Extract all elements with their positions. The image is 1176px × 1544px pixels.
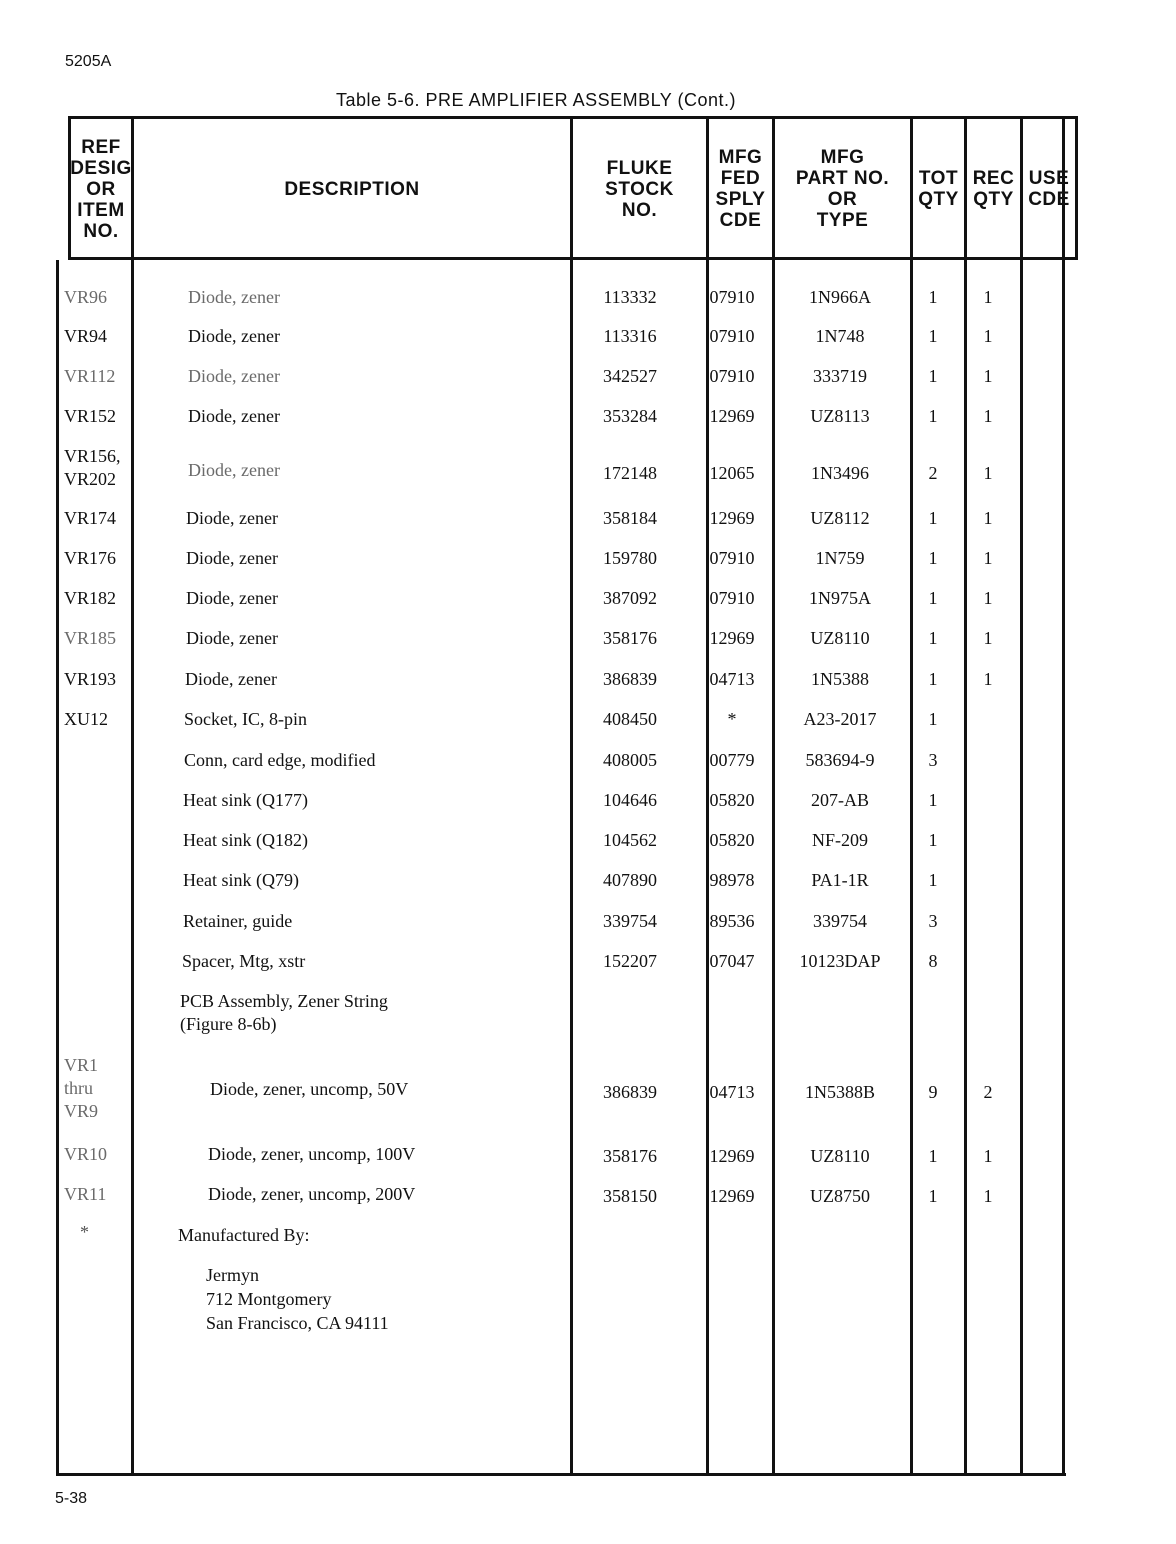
rec-qty-cell: 1 <box>983 366 993 386</box>
table-row <box>56 587 1078 627</box>
ref-cell: VR152 <box>64 406 117 426</box>
ref-cell: VR96 <box>64 287 108 307</box>
fed-code-cell: 07910 <box>709 588 755 608</box>
description-cell: Diode, zener <box>188 406 280 426</box>
tot-qty-cell: 1 <box>928 830 938 850</box>
stock-cell: 358150 <box>603 1186 657 1206</box>
tot-qty-cell: 1 <box>928 588 938 608</box>
rec-qty-cell: 1 <box>983 669 993 689</box>
manufacturer-name: Jermyn <box>206 1265 259 1285</box>
manufacturer-heading: Manufactured By: <box>178 1225 310 1245</box>
stock-cell: 152207 <box>603 951 657 971</box>
header-description: DESCRIPTION <box>284 178 420 200</box>
part-cell: 10123DAP <box>799 951 881 971</box>
ref-cell: VR185 <box>64 628 117 648</box>
manufacturer-city: San Francisco, CA 94111 <box>206 1313 389 1333</box>
tot-qty-cell: 1 <box>928 287 938 307</box>
ref-cell: VR1 thru VR9 <box>64 1055 99 1121</box>
stock-cell: 104646 <box>603 790 657 810</box>
header-part: MFG PART NO. OR TYPE <box>795 147 890 231</box>
part-cell: 207-AB <box>811 790 869 810</box>
header-divider <box>70 257 1078 260</box>
fed-code-cell: 07910 <box>709 366 755 386</box>
description-cell: Conn, card edge, modified <box>184 750 376 770</box>
part-cell: UZ8113 <box>810 406 870 426</box>
description-cell: Diode, zener <box>186 548 278 568</box>
document-id: 5205A <box>65 53 112 70</box>
stock-cell: 342527 <box>603 366 657 386</box>
stock-cell: 387092 <box>603 588 657 608</box>
fed-code-cell: 00779 <box>709 750 755 770</box>
rec-qty-cell: 1 <box>983 628 993 648</box>
ref-cell: VR10 <box>64 1144 108 1164</box>
parts-table <box>56 116 1078 1478</box>
table-row <box>56 445 1078 505</box>
table-row <box>56 749 1078 789</box>
ref-cell: VR174 <box>64 508 117 528</box>
stock-cell: 408450 <box>603 709 657 729</box>
description-cell: Heat sink (Q79) <box>183 870 299 890</box>
table-row <box>56 405 1078 445</box>
fed-code-cell: 04713 <box>709 1082 755 1102</box>
header-stock: FLUKE STOCK NO. <box>605 157 674 221</box>
table-border-top <box>70 116 1078 119</box>
stock-cell: 407890 <box>603 870 657 890</box>
tot-qty-cell: 3 <box>928 750 938 770</box>
tot-qty-cell: 1 <box>928 628 938 648</box>
table-border-bottom <box>56 1473 1066 1476</box>
manufacturer-street: 712 Montgomery <box>206 1289 332 1309</box>
part-cell: PA1-1R <box>811 870 869 890</box>
description-cell: Diode, zener <box>188 366 280 386</box>
ref-cell: VR182 <box>64 588 117 608</box>
tot-qty-cell: 1 <box>928 366 938 386</box>
stock-cell: 358176 <box>603 628 657 648</box>
part-cell: A23-2017 <box>803 709 877 729</box>
tot-qty-cell: 1 <box>928 406 938 426</box>
stock-cell: 339754 <box>603 911 657 931</box>
fed-code-cell: 07910 <box>709 287 755 307</box>
rec-qty-cell: 1 <box>983 463 993 483</box>
rec-qty-cell: 1 <box>983 548 993 568</box>
table-row <box>56 1054 1078 1126</box>
ref-cell: XU12 <box>64 709 108 729</box>
table-row <box>56 950 1078 990</box>
description-cell: Heat sink (Q182) <box>183 830 308 850</box>
stock-cell: 353284 <box>603 406 657 426</box>
stock-cell: 113332 <box>603 287 657 307</box>
part-cell: UZ8110 <box>810 628 870 648</box>
tot-qty-cell: 3 <box>928 911 938 931</box>
rec-qty-cell: 1 <box>983 1186 993 1206</box>
description-cell: Diode, zener <box>188 460 280 480</box>
tot-qty-cell: 1 <box>928 790 938 810</box>
part-cell: 1N759 <box>815 548 865 568</box>
rec-qty-cell: 1 <box>983 1146 993 1166</box>
table-row <box>56 869 1078 909</box>
stock-cell: 408005 <box>603 750 657 770</box>
header-ref: REF DESIG OR ITEM NO. <box>70 136 132 242</box>
rec-qty-cell: 1 <box>983 406 993 426</box>
ref-cell: VR176 <box>64 548 117 568</box>
fed-code-cell: 12969 <box>709 508 755 528</box>
part-cell: 1N3496 <box>811 463 869 483</box>
fed-code-cell: 89536 <box>709 911 755 931</box>
stock-cell: 358176 <box>603 1146 657 1166</box>
table-border-right-outer <box>1075 116 1078 260</box>
table-row <box>56 1183 1078 1223</box>
part-cell: 1N748 <box>815 326 865 346</box>
fed-code-cell: 07047 <box>709 951 755 971</box>
tot-qty-cell: 9 <box>928 1082 938 1102</box>
tot-qty-cell: 8 <box>928 951 938 971</box>
fed-code-cell: 07910 <box>709 548 755 568</box>
tot-qty-cell: 1 <box>928 548 938 568</box>
header-use: USE CDE <box>1028 168 1070 210</box>
header-rec: REC QTY <box>972 168 1015 210</box>
table-row <box>56 990 1078 1040</box>
fed-code-cell: * <box>727 709 737 729</box>
stock-cell: 113316 <box>603 326 657 346</box>
tot-qty-cell: 1 <box>928 709 938 729</box>
table-row <box>56 789 1078 829</box>
ref-cell: VR11 <box>64 1184 107 1204</box>
table-row <box>56 627 1078 667</box>
description-cell: Diode, zener, uncomp, 200V <box>208 1184 416 1204</box>
stock-cell: 386839 <box>603 669 657 689</box>
table-row <box>56 286 1078 326</box>
table-row <box>56 507 1078 547</box>
description-cell: Retainer, guide <box>183 911 293 931</box>
description-cell: Diode, zener <box>186 508 278 528</box>
stock-cell: 358184 <box>603 508 657 528</box>
table-row <box>56 910 1078 950</box>
description-cell: PCB Assembly, Zener String (Figure 8-6b) <box>180 991 388 1034</box>
description-cell: Diode, zener <box>185 669 277 689</box>
ref-cell: VR193 <box>64 669 117 689</box>
part-cell: 339754 <box>813 911 867 931</box>
fed-code-cell: 12969 <box>709 1146 755 1166</box>
tot-qty-cell: 2 <box>928 463 938 483</box>
manufacturer-note <box>178 1223 389 1335</box>
stock-cell: 159780 <box>603 548 657 568</box>
tot-qty-cell: 1 <box>928 1146 938 1166</box>
ref-cell: VR94 <box>64 326 108 346</box>
fed-code-cell: 98978 <box>709 870 755 890</box>
fed-code-cell: 04713 <box>709 669 755 689</box>
ref-cell: VR156, VR202 <box>64 446 121 489</box>
stock-cell: 172148 <box>603 463 657 483</box>
table-row <box>56 365 1078 405</box>
rec-qty-cell: 1 <box>983 508 993 528</box>
description-cell: Diode, zener <box>186 628 278 648</box>
part-cell: 1N966A <box>809 287 871 307</box>
part-cell: 583694-9 <box>805 750 875 770</box>
description-cell: Diode, zener <box>188 287 280 307</box>
description-cell: Socket, IC, 8-pin <box>184 709 307 729</box>
description-cell: Spacer, Mtg, xstr <box>182 951 306 971</box>
table-row <box>56 325 1078 365</box>
page-number: 5-38 <box>55 1490 88 1507</box>
stock-cell: 104562 <box>603 830 657 850</box>
description-cell: Heat sink (Q177) <box>183 790 308 810</box>
table-row <box>56 547 1078 587</box>
part-cell: UZ8112 <box>810 508 870 528</box>
description-cell: Diode, zener, uncomp, 50V <box>210 1079 409 1099</box>
header-fed: MFG FED SPLY CDE <box>715 147 766 231</box>
part-cell: NF-209 <box>811 830 868 850</box>
description-cell: Diode, zener <box>188 326 280 346</box>
tot-qty-cell: 1 <box>928 669 938 689</box>
tot-qty-cell: 1 <box>928 1186 938 1206</box>
rec-qty-cell: 2 <box>983 1082 993 1102</box>
fed-code-cell: 12969 <box>709 406 755 426</box>
part-cell: UZ8110 <box>810 1146 870 1166</box>
ref-cell: VR112 <box>64 366 116 386</box>
rec-qty-cell: 1 <box>983 588 993 608</box>
table-row <box>56 708 1078 748</box>
table-row <box>56 668 1078 708</box>
tot-qty-cell: 1 <box>928 326 938 346</box>
fed-code-cell: 12969 <box>709 1186 755 1206</box>
table-row <box>56 1143 1078 1183</box>
description-cell: Diode, zener, uncomp, 100V <box>208 1144 416 1164</box>
rec-qty-cell: 1 <box>983 287 993 307</box>
fed-code-cell: 07910 <box>709 326 755 346</box>
fed-code-cell: 12065 <box>709 463 755 483</box>
tot-qty-cell: 1 <box>928 508 938 528</box>
fed-code-cell: 05820 <box>709 790 755 810</box>
part-cell: 1N975A <box>809 588 871 608</box>
header-tot: TOT QTY <box>918 168 959 210</box>
rec-qty-cell: 1 <box>983 326 993 346</box>
table-title: Table 5-6. PRE AMPLIFIER ASSEMBLY (Cont.) <box>336 90 736 110</box>
fed-code-cell: 05820 <box>709 830 755 850</box>
part-cell: UZ8750 <box>810 1186 870 1206</box>
stock-cell: 386839 <box>603 1082 657 1102</box>
description-cell: Diode, zener <box>186 588 278 608</box>
fed-code-cell: 12969 <box>709 628 755 648</box>
part-cell: 1N5388 <box>811 669 869 689</box>
table-row <box>56 829 1078 869</box>
part-cell: 1N5388B <box>804 1082 875 1102</box>
tot-qty-cell: 1 <box>928 870 938 890</box>
footnote-marker: * <box>80 1222 89 1242</box>
part-cell: 333719 <box>813 366 867 386</box>
